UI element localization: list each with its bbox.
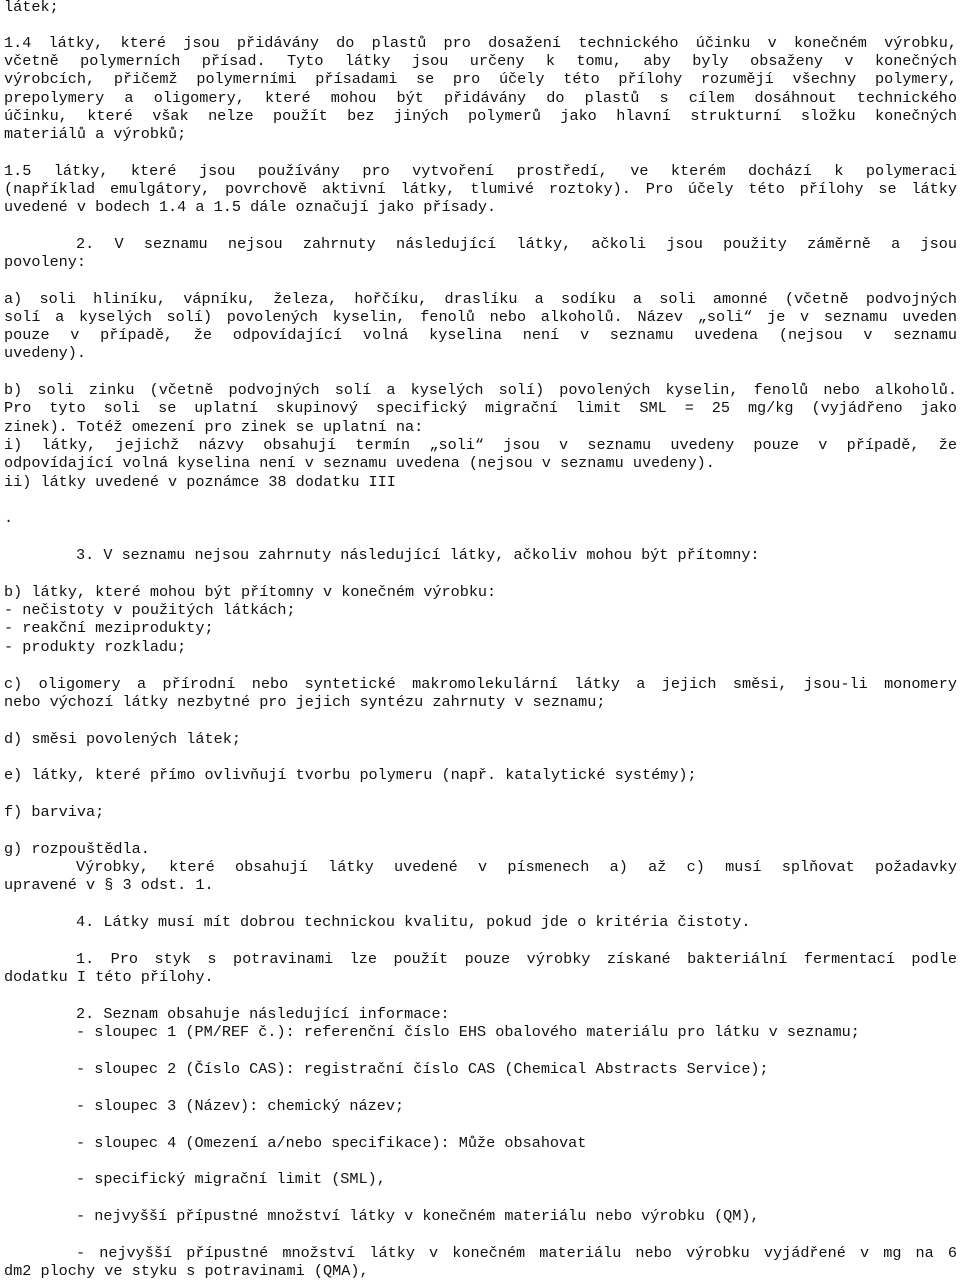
text-line: uvedeny). [4,344,87,362]
list-item: - sloupec 3 (Název): chemický název; [76,1097,405,1115]
text-line: uvedené v bodech 1.4 a 1.5 dále označují jako přísady. [4,198,497,216]
text-line: dm2 plochy ve styku s potravinami (QMA), [4,1262,369,1280]
text-line: zinek). Totéž omezení pro zinek se uplatní na: [4,418,424,436]
text-line: prepolymery a oligomery, které mohou být přidávány do plastů s cílem dosáhnout technického [4,89,957,107]
text-line: materiálů a výrobků; [4,125,187,143]
list-item: - nejvyšší přípustné množství látky v konečném materiálu nebo výrobku (QM), [76,1207,760,1225]
list-item: - nečistoty v použitých látkách; [4,601,296,619]
text-line: 2. Seznam obsahuje následující informace: [76,1005,450,1023]
list-item: - nejvyšší přípustné množství látky v konečném materiálu nebo výrobku vyjádřené v mg na 6 [76,1244,957,1262]
text-line: výrobcích, přičemž polymerními přísadami se pro účely této přílohy rozumějí všechny polymery, [4,70,957,88]
text-line: i) látky, jejichž názvy obsahují termín „soli“ jsou v seznamu uvedeny pouze v případě, že [4,436,957,454]
text-line: 4. Látky musí mít dobrou technickou kvalitu, pokud jde o kritéria čistoty. [76,913,751,931]
text-line: d) směsi povolených látek; [4,730,241,748]
text-line: solí a kyselých solí) povolených kyselin, fenolů nebo alkoholů. Název „soli“ je v seznamu uveden [4,308,957,326]
text-line: ii) látky uvedené v poznámce 38 dodatku III [4,473,396,491]
text-line: Pro tyto soli se uplatní skupinový specifický migrační limit SML = 25 mg/kg (vyjádřeno jako [4,399,957,417]
text-line: nebo výchozí látky nezbytné pro jejich syntézu zahrnuty v seznamu; [4,693,606,711]
list-item: - sloupec 2 (Číslo CAS): registrační číslo CAS (Chemical Abstracts Service); [76,1060,769,1078]
text-line: upravené v § 3 odst. 1. [4,876,214,894]
list-item: - sloupec 4 (Omezení a/nebo specifikace): Může obsahovat [76,1134,587,1152]
text-line: 1. Pro styk s potravinami lze použít pouze výrobky získané bakteriální fermentací podle [76,950,957,968]
text-line: f) barviva; [4,803,105,821]
text-line: (například emulgátory, povrchově aktivní látky, tlumivé roztoky). Pro účely této přílohy se látky [4,180,957,198]
text-line: b) soli zinku (včetně podvojných solí a kyselých solí) povolených kyselin, fenolů nebo alkoholů. [4,381,957,399]
text-line: b) látky, které mohou být přítomny v konečném výrobku: [4,583,497,601]
text-line: 1.4 látky, které jsou přidávány do plastů pro dosažení technického účinku v konečném výrobku, [4,34,957,52]
text-line: povoleny: [4,253,87,271]
text-line: Výrobky, které obsahují látky uvedené v písmenech a) až c) musí splňovat požadavky [76,858,957,876]
list-item: - reakční meziprodukty; [4,619,214,637]
text-line: . [4,509,14,527]
text-line: 3. V seznamu nejsou zahrnuty následující látky, ačkoliv mohou být přítomny: [76,546,760,564]
text-line: pouze v případě, že odpovídající volná kyselina není v seznamu uvedena (nejsou v seznamu [4,326,957,344]
text-line: 2. V seznamu nejsou zahrnuty následující látky, ačkoli jsou použity záměrně a jsou [76,235,957,253]
list-item: - produkty rozkladu; [4,638,187,656]
list-item: - sloupec 1 (PM/REF č.): referenční číslo EHS obalového materiálu pro látku v seznamu; [76,1023,860,1041]
list-item: - specifický migrační limit (SML), [76,1170,386,1188]
text-line: 1.5 látky, které jsou používány pro vytvoření prostředí, ve kterém dochází k polymeraci [4,162,957,180]
text-line: c) oligomery a přírodní nebo syntetické makromolekulární látky a jejich směsi, jsou-li monomery [4,675,957,693]
text-line: včetně polymerních přísad. Tyto látky jsou určeny k tomu, aby byly obsaženy v konečných [4,52,957,70]
text-line: e) látky, které přímo ovlivňují tvorbu polymeru (např. katalytické systémy); [4,766,697,784]
text-line: odpovídající volná kyselina není v seznamu uvedena (nejsou v seznamu uvedeny). [4,454,715,472]
text-line: a) soli hliníku, vápníku, železa, hořčíku, draslíku a sodíku a soli amonné (včetně podvojných [4,290,957,308]
text-line: účinku, které však nelze použít bez jiných polymerů jako hlavní strukturní složku konečných [4,107,957,125]
text-line: látek; [4,0,59,16]
text-line: g) rozpouštědla. [4,840,150,858]
text-line: dodatku I této přílohy. [4,968,214,986]
